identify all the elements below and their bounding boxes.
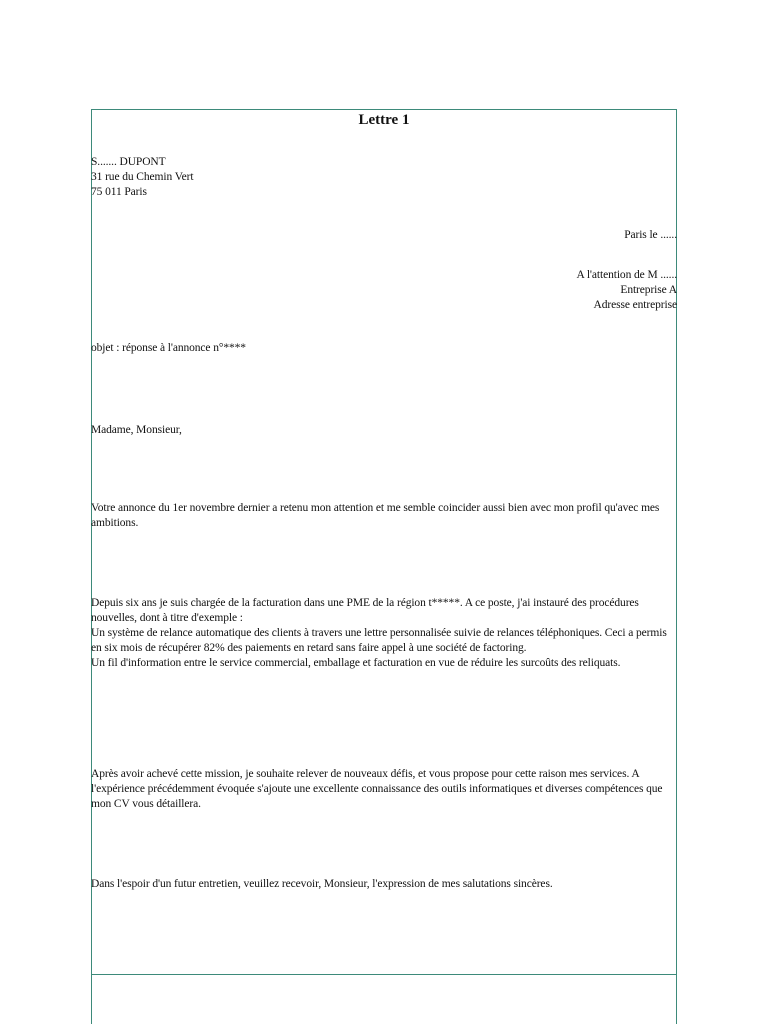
salutation-text: Madame, Monsieur, — [91, 424, 182, 436]
sender-name: S....... DUPONT — [91, 156, 166, 168]
frame-divider — [91, 974, 677, 975]
paragraph-3 — [91, 767, 679, 812]
date-text: Paris le ...... — [624, 229, 677, 241]
salutation — [91, 423, 677, 438]
paragraph-1 — [91, 501, 677, 531]
document-title: Lettre 1 — [358, 112, 410, 128]
date-line — [400, 228, 677, 243]
recipient-block — [400, 268, 677, 313]
recipient-address: Adresse entreprise — [593, 299, 677, 311]
paragraph-3-text: Après avoir achevé cette mission, je souhaite relever de nouveaux défis, et vous propose pour cette raison mes services. A l'expérience précédemment évoquée s'ajoute une excellente connaissance des outils informatiques et diverses compétences que mon CV vous détaillera. — [91, 768, 663, 810]
paragraph-1-text: Votre annonce du 1er novembre dernier a retenu mon attention et me semble coincider aussi bien avec mon profil qu'avec mes ambitions. — [91, 502, 660, 529]
paragraph-2-intro: Depuis six ans je suis chargée de la facturation dans une PME de la région t*****. A ce poste, j'ai instauré des procédures nouvelles, dont à titre d'exemple : — [91, 597, 639, 624]
paragraph-2-item-1: Un système de relance automatique des clients à travers une lettre personnalisée suivie de relances téléphoniques. Ceci a permis en six mois de récupérer 82% des paiements en retard sans faire appel à une société de factoring. — [91, 627, 667, 654]
subject-text: objet : réponse à l'annonce n°**** — [91, 342, 246, 354]
paragraph-2 — [91, 596, 679, 671]
sender-city: 75 011 Paris — [91, 186, 147, 198]
subject-line — [91, 341, 677, 356]
sender-street: 31 rue du Chemin Vert — [91, 171, 194, 183]
paragraph-4-text: Dans l'espoir d'un futur entretien, veuillez recevoir, Monsieur, l'expression de mes salutations sincères. — [91, 878, 553, 890]
recipient-company: Entreprise A — [620, 284, 677, 296]
sender-block — [91, 155, 391, 200]
recipient-attention: A l'attention de M ...... — [576, 269, 677, 281]
paragraph-2-item-2: Un fil d'information entre le service commercial, emballage et facturation en vue de réduire les surcoûts des reliquats. — [91, 657, 621, 669]
paragraph-4 — [91, 877, 677, 892]
